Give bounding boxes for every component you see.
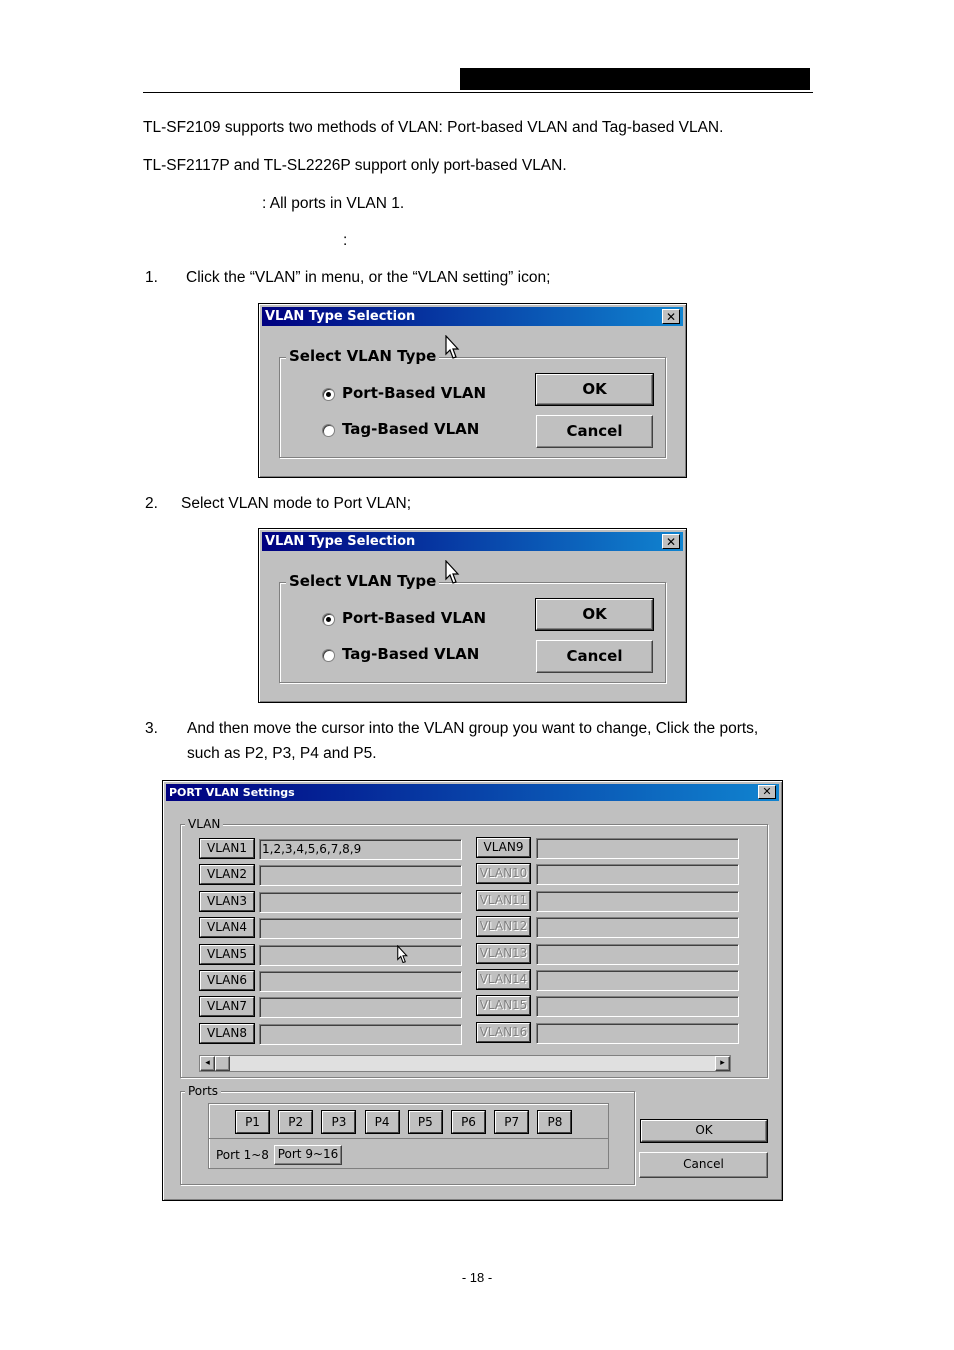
vlan-members-field[interactable] <box>259 1024 462 1045</box>
step-2-number: 2. <box>145 495 158 512</box>
ok-button[interactable]: OK <box>641 1120 767 1142</box>
mouse-cursor-icon <box>397 945 409 965</box>
tab-ports-9-16[interactable]: Port 9~16 <box>274 1145 342 1165</box>
step-1-number: 1. <box>145 269 158 286</box>
tag-based-label: Tag-Based VLAN <box>342 420 480 438</box>
mouse-cursor-icon <box>445 560 461 586</box>
step-3-text-line1: And then move the cursor into the VLAN group you want to change, Click the ports, <box>187 720 759 737</box>
step-2-text: Select VLAN mode to Port VLAN; <box>181 495 412 512</box>
dialog-title: VLAN Type Selection <box>265 309 416 324</box>
vlan-members-field[interactable] <box>259 865 462 886</box>
port-based-label: Port-Based VLAN <box>342 609 487 627</box>
group-label: Select VLAN Type <box>286 572 439 590</box>
port-based-label: Port-Based VLAN <box>342 384 487 402</box>
vlan-type-dialog-2 <box>258 528 687 703</box>
vlan-group-label: VLAN <box>185 817 223 831</box>
tab-ports-1-8[interactable]: Port 1~8 <box>216 1148 269 1162</box>
vlan-button: VLAN14 <box>477 970 530 989</box>
vlan-button[interactable]: VLAN8 <box>200 1024 254 1043</box>
select-vlan-type-group <box>279 572 666 683</box>
vlan-button: VLAN10 <box>477 864 530 883</box>
ports-tab-panel <box>208 1103 609 1169</box>
dialog-title: VLAN Type Selection <box>265 534 416 549</box>
step-3-number: 3. <box>145 720 158 737</box>
scroll-right-button[interactable]: ▸ <box>715 1056 730 1071</box>
horizontal-scrollbar[interactable] <box>199 1055 731 1072</box>
tab-divider <box>209 1138 608 1139</box>
tag-based-radio[interactable] <box>322 649 335 662</box>
port-button-p8[interactable]: P8 <box>538 1111 571 1133</box>
group-label: Select VLAN Type <box>286 347 439 365</box>
procedure-heading-colon: : <box>343 232 348 249</box>
page-number: - 18 - <box>461 1270 493 1285</box>
vlan-button[interactable]: VLAN1 <box>200 839 254 858</box>
tag-based-label: Tag-Based VLAN <box>342 645 480 663</box>
port-based-radio[interactable] <box>322 388 335 401</box>
close-icon[interactable]: ✕ <box>662 309 680 324</box>
port-button-p5[interactable]: P5 <box>409 1111 442 1133</box>
port-based-radio[interactable] <box>322 613 335 626</box>
port-button-p3[interactable]: P3 <box>322 1111 355 1133</box>
vlan-members-field[interactable]: 1,2,3,4,5,6,7,8,9 <box>259 839 462 860</box>
vlan-members-field[interactable] <box>259 892 462 913</box>
tag-based-radio[interactable] <box>322 424 335 437</box>
dialog-title-bar <box>262 307 683 326</box>
vlan-members-field[interactable] <box>536 838 739 859</box>
vlan-button[interactable]: VLAN4 <box>200 918 254 937</box>
default-vlan-note: : All ports in VLAN 1. <box>262 195 405 212</box>
vlan-members-field[interactable] <box>259 918 462 939</box>
ok-button[interactable]: OK <box>536 599 653 630</box>
dialog-title-bar <box>166 784 779 801</box>
ok-button[interactable]: OK <box>536 374 653 405</box>
vlan-button: VLAN11 <box>477 891 530 910</box>
mouse-cursor-icon <box>445 335 461 361</box>
port-button-p1[interactable]: P1 <box>236 1111 269 1133</box>
cancel-button[interactable]: Cancel <box>536 415 653 448</box>
vlan-button[interactable]: VLAN9 <box>477 838 530 857</box>
vlan-members-field[interactable] <box>536 917 739 938</box>
vlan-members-field[interactable] <box>536 864 739 885</box>
port-button-p7[interactable]: P7 <box>495 1111 528 1133</box>
scroll-thumb[interactable] <box>215 1056 230 1071</box>
port-button-p4[interactable]: P4 <box>366 1111 399 1133</box>
vlan-members-field[interactable] <box>536 996 739 1017</box>
scroll-left-button[interactable]: ◂ <box>200 1056 215 1071</box>
port-vlan-settings-dialog <box>162 780 783 1201</box>
vlan-button: VLAN13 <box>477 944 530 963</box>
ports-group <box>180 1084 635 1185</box>
vlan-members-field[interactable] <box>536 1023 739 1044</box>
vlan-button: VLAN15 <box>477 996 530 1015</box>
vlan-members-field[interactable] <box>536 970 739 991</box>
dialog-title-bar <box>262 532 683 551</box>
vlan-button[interactable]: VLAN3 <box>200 892 254 911</box>
vlan-members-field[interactable] <box>536 891 739 912</box>
vlan-group <box>180 817 768 1078</box>
step-3-text-line2: such as P2, P3, P4 and P5. <box>187 745 377 762</box>
vlan-button[interactable]: VLAN6 <box>200 971 254 990</box>
close-icon[interactable]: ✕ <box>662 534 680 549</box>
header-bar <box>460 68 810 90</box>
cancel-button[interactable]: Cancel <box>536 640 653 673</box>
vlan-button[interactable]: VLAN7 <box>200 997 254 1016</box>
port-button-p2[interactable]: P2 <box>279 1111 312 1133</box>
vlan-members-field[interactable] <box>536 944 739 965</box>
vlan-button: VLAN16 <box>477 1023 530 1042</box>
vlan-button[interactable]: VLAN2 <box>200 865 254 884</box>
dialog-title: PORT VLAN Settings <box>169 786 295 799</box>
intro-paragraph-2: TL-SF2117P and TL-SL2226P support only port-based VLAN. <box>143 157 567 174</box>
step-1-text: Click the “VLAN” in menu, or the “VLAN setting” icon; <box>186 269 551 286</box>
cancel-button[interactable]: Cancel <box>639 1152 768 1178</box>
select-vlan-type-group <box>279 347 666 458</box>
vlan-type-dialog-1 <box>258 303 687 478</box>
vlan-members-field[interactable] <box>259 945 462 966</box>
vlan-button[interactable]: VLAN5 <box>200 945 254 964</box>
vlan-members-field[interactable] <box>259 997 462 1018</box>
header-rule <box>143 92 813 93</box>
vlan-button: VLAN12 <box>477 917 530 936</box>
ports-group-label: Ports <box>185 1084 221 1098</box>
vlan-members-field[interactable] <box>259 971 462 992</box>
port-button-p6[interactable]: P6 <box>452 1111 485 1133</box>
close-icon[interactable]: ✕ <box>758 785 776 799</box>
intro-paragraph-1: TL-SF2109 supports two methods of VLAN: Port-based VLAN and Tag-based VLAN. <box>143 119 724 136</box>
